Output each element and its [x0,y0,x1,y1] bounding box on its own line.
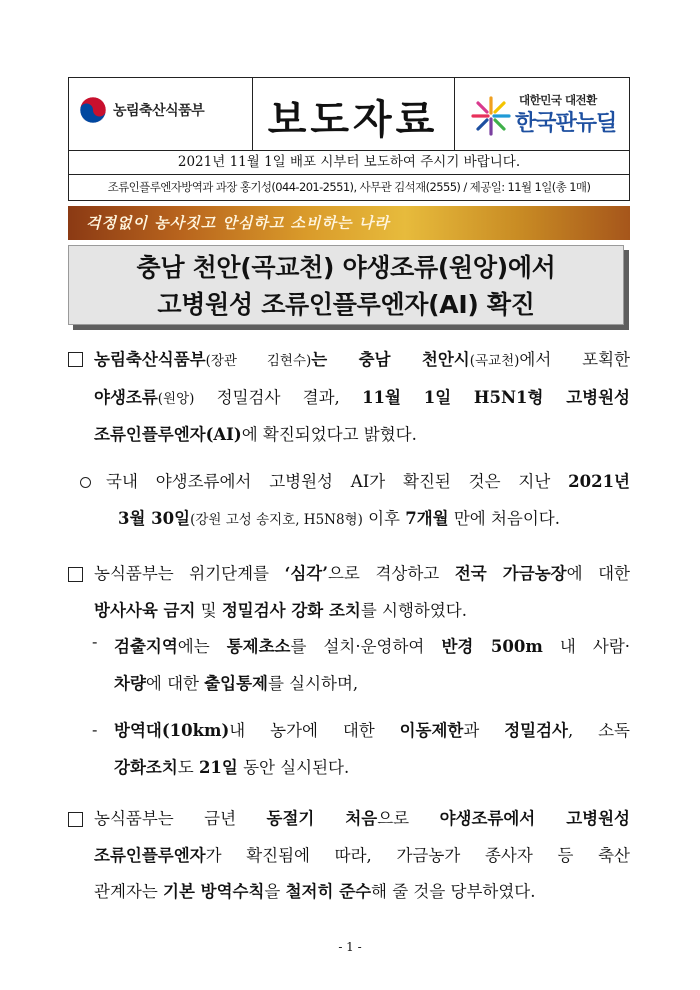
text-span: 이동제한 [399,721,464,740]
text-span: (원앙) [157,390,195,407]
paragraph-2-detail-1 [114,629,630,702]
text-line [114,666,630,703]
text-span: 정밀검사 [504,721,568,740]
square-bullet-icon [68,352,83,367]
paragraph-2-detail-2 [114,713,630,786]
ministry-logo [79,96,204,124]
taegeuk-emblem-icon [79,96,107,124]
text-span: 만에 처음이다. [448,508,560,528]
text-span: 11월 1일 H5N1형 고병원성 [362,387,630,407]
circle-bullet-icon [80,477,91,488]
text-span: 에서 포획한 [519,350,630,369]
headline-line-1: 충남 천안(곡교천) 야생조류(원앙)에서 [136,253,556,282]
text-span: 과 [463,721,505,740]
text-span: 및 [195,600,222,620]
document-title: 보도자료 [267,97,439,143]
text-span: 에 대한 [566,564,630,583]
text-span: 국내 야생조류에서 고병원성 AI가 확진된 것은 지난 [106,472,569,491]
text-span: 으로 격상하고 [327,564,455,583]
text-span: 동안 실시된다. [237,757,350,777]
headline-line-2: 고병원성 조류인플루엔자(AI) 확진 [157,290,535,319]
text-line [94,593,630,630]
text-span: 3월 30일 [118,508,191,528]
text-line [106,464,630,501]
text-line [94,556,630,593]
text-line [94,342,630,380]
text-span: 는 [311,350,359,369]
text-span: 가 확진됨에 따라, 가금농가 종사자 등 축산 [205,845,630,865]
text-span: 조류인플루엔자(AI) [94,425,242,444]
page-number: - 1 - [338,940,362,954]
text-span: 야생조류에서 고병원성 [439,809,630,828]
text-span: 21일 [198,757,238,777]
slogan-banner [68,206,630,240]
text-span: 반경 500m [441,637,543,656]
text-span: 으로 [377,809,440,828]
text-span: (강원 고성 송지호, H5N8형) [190,511,363,528]
text-line [94,417,630,454]
text-span: 조류인플루엔자 [94,845,206,865]
square-bullet-icon [68,812,83,827]
text-span: 농식품부는 금년 [94,809,267,828]
text-span: ‘심각’ [284,564,328,583]
paragraph-1 [94,342,630,454]
square-bullet-icon [68,567,83,582]
text-span: 에 대한 [145,673,205,693]
text-span: , 소독 [567,721,630,740]
text-line [94,838,630,875]
text-span: 농식품부는 위기단계를 [94,564,285,583]
text-span: 을 [264,882,286,901]
text-line [94,801,630,838]
text-span: 출입통제 [204,673,268,693]
header-top-row [69,78,629,151]
text-line [94,874,630,911]
text-line [106,501,630,539]
header-divider [454,78,455,150]
paragraph-1-sub [106,464,630,538]
contact-info: 조류인플루엔자방역과 과장 홍기성(044-201-2551), 사무관 김석재(2555) / 제공일: 11월 1일(총 1매) [107,180,591,194]
newdeal-tagline: 대한민국 대전환 [519,93,597,107]
text-span: 강화조치 [114,757,178,777]
headline-box [68,245,624,325]
text-span: 7개월 [405,508,449,528]
text-span: 동절기 처음 [266,809,378,828]
newdeal-logo [469,92,627,138]
text-span: 철저히 준수 [285,882,372,901]
text-span: 충남 천안시 [358,350,470,369]
text-span: 차량 [114,673,146,693]
text-span: 검출지역 [114,637,178,656]
text-line [114,750,630,787]
text-line [114,713,630,750]
text-span: (곡교천) [469,353,520,369]
text-span: 기본 방역수칙 [163,882,265,901]
text-span: 2021년 [568,472,630,491]
text-span: 에 확진되었다고 밝혔다. [241,425,417,444]
text-span: 내 사람· [542,637,631,656]
slogan-text: 걱정없이 농사짓고 안심하고 소비하는 나라 [86,214,390,232]
text-line [94,380,630,418]
text-span: 야생조류 [94,387,158,407]
text-span: 전국 가금농장 [454,564,567,583]
text-span: 통제초소 [226,637,291,656]
dash-bullet: - [92,632,98,651]
text-span: 도 [177,757,199,777]
text-span: 정밀검사 결과, [194,387,363,407]
text-span: 관계자는 [94,882,164,901]
text-span: 해 줄 것을 당부하였다. [371,882,536,901]
paragraph-2 [94,556,630,629]
ministry-name: 농림축산식품부 [113,103,205,119]
text-span: 농림축산식품부 [94,350,206,369]
text-span: 정밀검사 강화 조치 [221,600,361,620]
text-span: 에는 [177,637,227,656]
newdeal-star-icon [471,96,511,136]
text-span: 를 설치·운영하여 [290,637,442,656]
press-header [68,77,630,201]
newdeal-name: 한국판뉴딜 [515,111,617,136]
text-span: 를 시행하였다. [360,600,467,620]
text-span: 를 실시하며, [267,673,359,693]
text-span: 방사사육 금지 [94,600,196,620]
text-span: 이후 [362,508,406,528]
release-notice: 2021년 11월 1일 배포 시부터 보도하여 주시기 바랍니다. [69,150,629,175]
dash-bullet: - [92,720,98,739]
text-span: (장관 김현수) [205,353,312,369]
paragraph-3 [94,801,630,911]
text-line [114,629,630,666]
text-span: 내 농가에 대한 [229,721,400,740]
text-span: 방역대(10km) [114,721,230,740]
